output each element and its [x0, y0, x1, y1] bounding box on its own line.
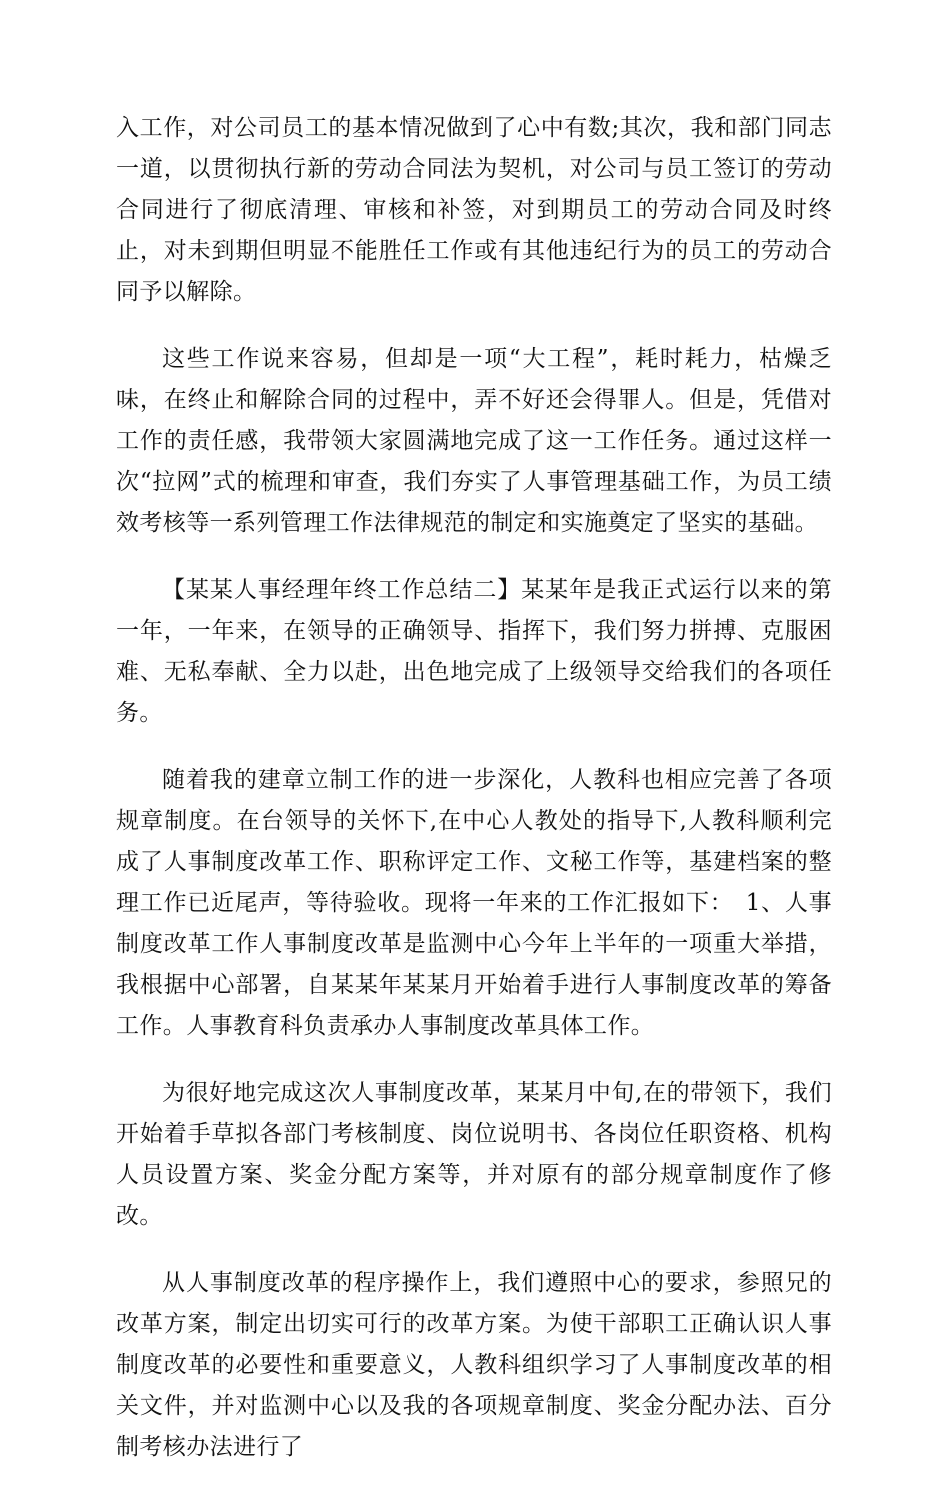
paragraph-1: 入工作，对公司员工的基本情况做到了心中有数;其次，我和部门同志一道，以贯彻执行新的劳动合同法为契机，对公司与员工签订的劳动合同进行了彻底清理、审核和补签，对到期员工的劳动合同及时终止，对未到期但明显不能胜任工作或有其他违纪行为的员工的劳动合同予以解除。 — [116, 115, 832, 305]
paragraph-5: 为很好地完成这次人事制度改革，某某月中旬,在的带领下，我们开始着手草拟各部门考核制度、岗位说明书、各岗位任职资格、机构人员设置方案、奖金分配方案等，并对原有的部分规章制度作了修改。 — [116, 1080, 832, 1229]
document-page — [116, 108, 832, 1494]
paragraph-6: 从人事制度改革的程序操作上，我们遵照中心的要求，参照兄的改革方案，制定出切实可行的改革方案。为使干部职工正确认识人事制度改革的必要性和重要意义，人教科组织学习了人事制度改革的相关文件，并对监测中心以及我的各项规章制度、奖金分配办法、百分制考核办法进行了 — [116, 1270, 832, 1460]
paragraph-3: 【某某人事经理年终工作总结二】某某年是我正式运行以来的第一年，一年来，在领导的正确领导、指挥下，我们努力拼搏、克服困难、无私奉献、全力以赴，出色地完成了上级领导交给我们的各项任务。 — [116, 577, 832, 726]
paragraph-2: 这些工作说来容易，但却是一项“大工程”，耗时耗力，枯燥乏味，在终止和解除合同的过程中，弄不好还会得罪人。但是，凭借对工作的责任感，我带领大家圆满地完成了这一工作任务。通过这样一次“拉网”式的梳理和审查，我们夯实了人事管理基础工作，为员工绩效考核等一系列管理工作法律规范的制定和实施奠定了坚实的基础。 — [116, 346, 832, 536]
paragraph-4: 随着我的建章立制工作的进一步深化，人教科也相应完善了各项规章制度。在台领导的关怀下,在中心人教处的指导下,人教科顺利完成了人事制度改革工作、职称评定工作、文秘工作等，基建档案的整理工作已近尾声，等待验收。现将一年来的工作汇报如下： 1、人事制度改革工作人事制度改革是监测中心今年上半年的一项重大举措，我根据中心部署，自某某年某某月开始着手进行人事制度改革的筹备工作。人事教育科负责承办人事制度改革具体工作。 — [116, 767, 832, 1039]
